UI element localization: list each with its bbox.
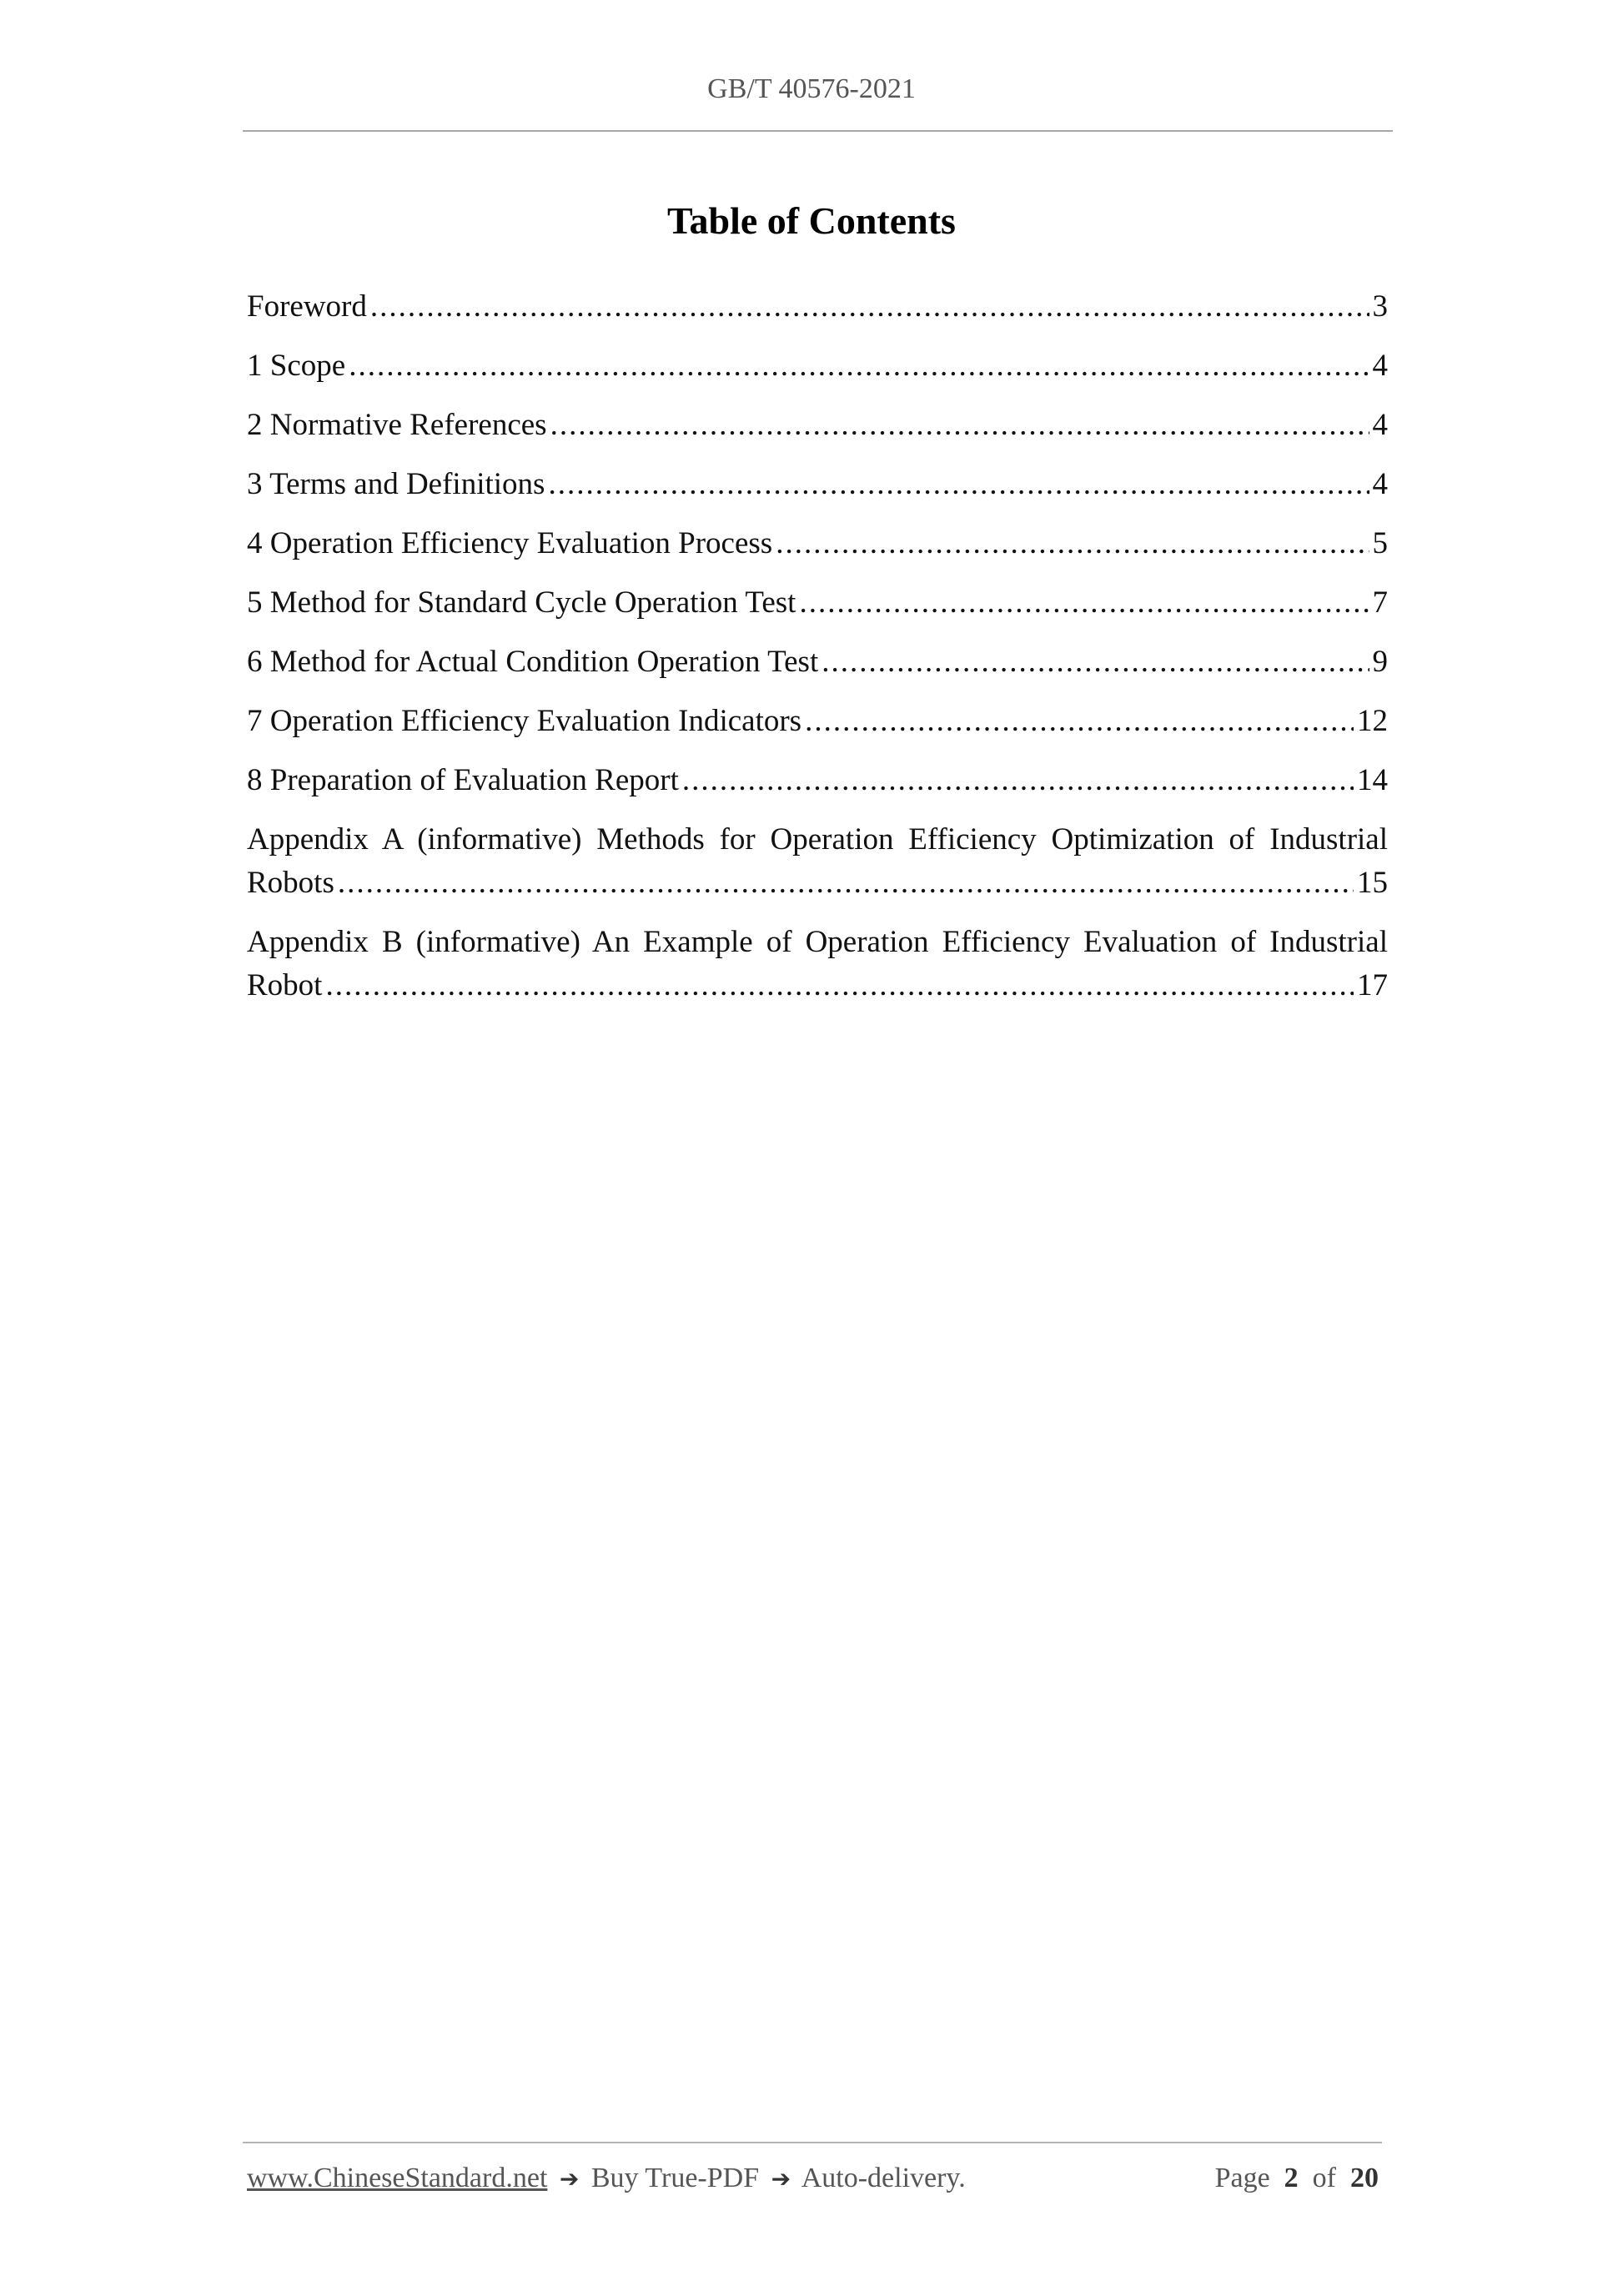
dot-leader bbox=[370, 285, 1369, 329]
dot-leader bbox=[338, 862, 1354, 905]
page-indicator bbox=[1215, 2163, 1379, 2194]
toc-entry-evaluation-process[interactable] bbox=[247, 522, 1388, 565]
dot-leader bbox=[822, 641, 1369, 684]
buy-pdf-text: Buy True-PDF bbox=[590, 2163, 760, 2193]
toc-entry-label: 3 Terms and Definitions bbox=[247, 467, 545, 501]
toc-entry-standard-cycle-test[interactable] bbox=[247, 581, 1388, 625]
toc-entry-label: 5 Method for Standard Cycle Operation Test bbox=[247, 585, 796, 620]
page-title: Table of Contents bbox=[667, 199, 956, 242]
dot-leader bbox=[776, 522, 1369, 565]
arrow-right-icon: ➔ bbox=[771, 2165, 791, 2193]
toc-entry-page: 17 bbox=[1357, 968, 1388, 1002]
toc-entry-page: 4 bbox=[1372, 467, 1388, 501]
toc-entry-label-continued: Robots bbox=[247, 866, 334, 900]
toc-entry-page: 9 bbox=[1372, 645, 1388, 679]
toc-entry-page: 3 bbox=[1372, 289, 1388, 324]
toc-entry-page: 14 bbox=[1357, 763, 1388, 797]
total-pages-number: 20 bbox=[1350, 2163, 1379, 2193]
toc-entry-page: 7 bbox=[1372, 585, 1388, 620]
header-divider bbox=[243, 130, 1393, 132]
toc-entry-page: 12 bbox=[1357, 704, 1388, 738]
toc-entry-label: Foreword bbox=[247, 289, 367, 324]
toc-entry-foreword[interactable] bbox=[247, 285, 1388, 329]
footer-divider bbox=[243, 2142, 1382, 2143]
dot-leader bbox=[799, 581, 1369, 625]
dot-leader bbox=[805, 700, 1354, 743]
toc-entry-page: 4 bbox=[1372, 408, 1388, 442]
auto-delivery-text: Auto-delivery. bbox=[801, 2163, 966, 2193]
toc-entry-label: Appendix A (informative) Methods for Operation Efficiency Optimization of Industrial bbox=[247, 822, 1388, 857]
toc-entry-normative-references[interactable] bbox=[247, 404, 1388, 447]
running-header bbox=[0, 73, 1623, 105]
dot-leader bbox=[349, 344, 1369, 388]
dot-leader bbox=[548, 463, 1369, 506]
current-page-number: 2 bbox=[1284, 2163, 1299, 2193]
toc-entry-label: 4 Operation Efficiency Evaluation Process bbox=[247, 526, 773, 560]
page-of-label: of bbox=[1312, 2163, 1336, 2193]
table-of-contents bbox=[247, 285, 1388, 1023]
toc-entry-page: 15 bbox=[1357, 866, 1388, 900]
arrow-right-icon: ➔ bbox=[559, 2165, 580, 2193]
toc-entry-label: 1 Scope bbox=[247, 349, 346, 383]
footer-promo bbox=[247, 2163, 966, 2194]
toc-entry-page: 5 bbox=[1372, 526, 1388, 560]
toc-entry-page: 4 bbox=[1372, 349, 1388, 383]
dot-leader bbox=[550, 404, 1369, 447]
website-link[interactable]: www.ChineseStandard.net bbox=[247, 2163, 548, 2193]
toc-entry-actual-condition-test[interactable] bbox=[247, 641, 1388, 684]
toc-entry-evaluation-indicators[interactable] bbox=[247, 700, 1388, 743]
toc-entry-label: 8 Preparation of Evaluation Report bbox=[247, 763, 679, 797]
toc-entry-appendix-a[interactable] bbox=[247, 818, 1388, 905]
toc-entry-scope[interactable] bbox=[247, 344, 1388, 388]
toc-entry-terms-definitions[interactable] bbox=[247, 463, 1388, 506]
page-label: Page bbox=[1214, 2163, 1270, 2193]
toc-entry-label: 7 Operation Efficiency Evaluation Indicators bbox=[247, 704, 802, 738]
document-id: GB/T 40576-2021 bbox=[707, 73, 916, 104]
toc-entry-appendix-b[interactable] bbox=[247, 921, 1388, 1007]
dot-leader bbox=[682, 759, 1354, 802]
toc-entry-label: Appendix B (informative) An Example of Operation Efficiency Evaluation of Industrial bbox=[247, 925, 1388, 959]
toc-entry-label: 6 Method for Actual Condition Operation Test bbox=[247, 645, 819, 679]
toc-entry-label-continued: Robot bbox=[247, 968, 323, 1002]
toc-entry-evaluation-report[interactable] bbox=[247, 759, 1388, 802]
toc-entry-label: 2 Normative References bbox=[247, 408, 547, 442]
dot-leader bbox=[325, 964, 1354, 1007]
